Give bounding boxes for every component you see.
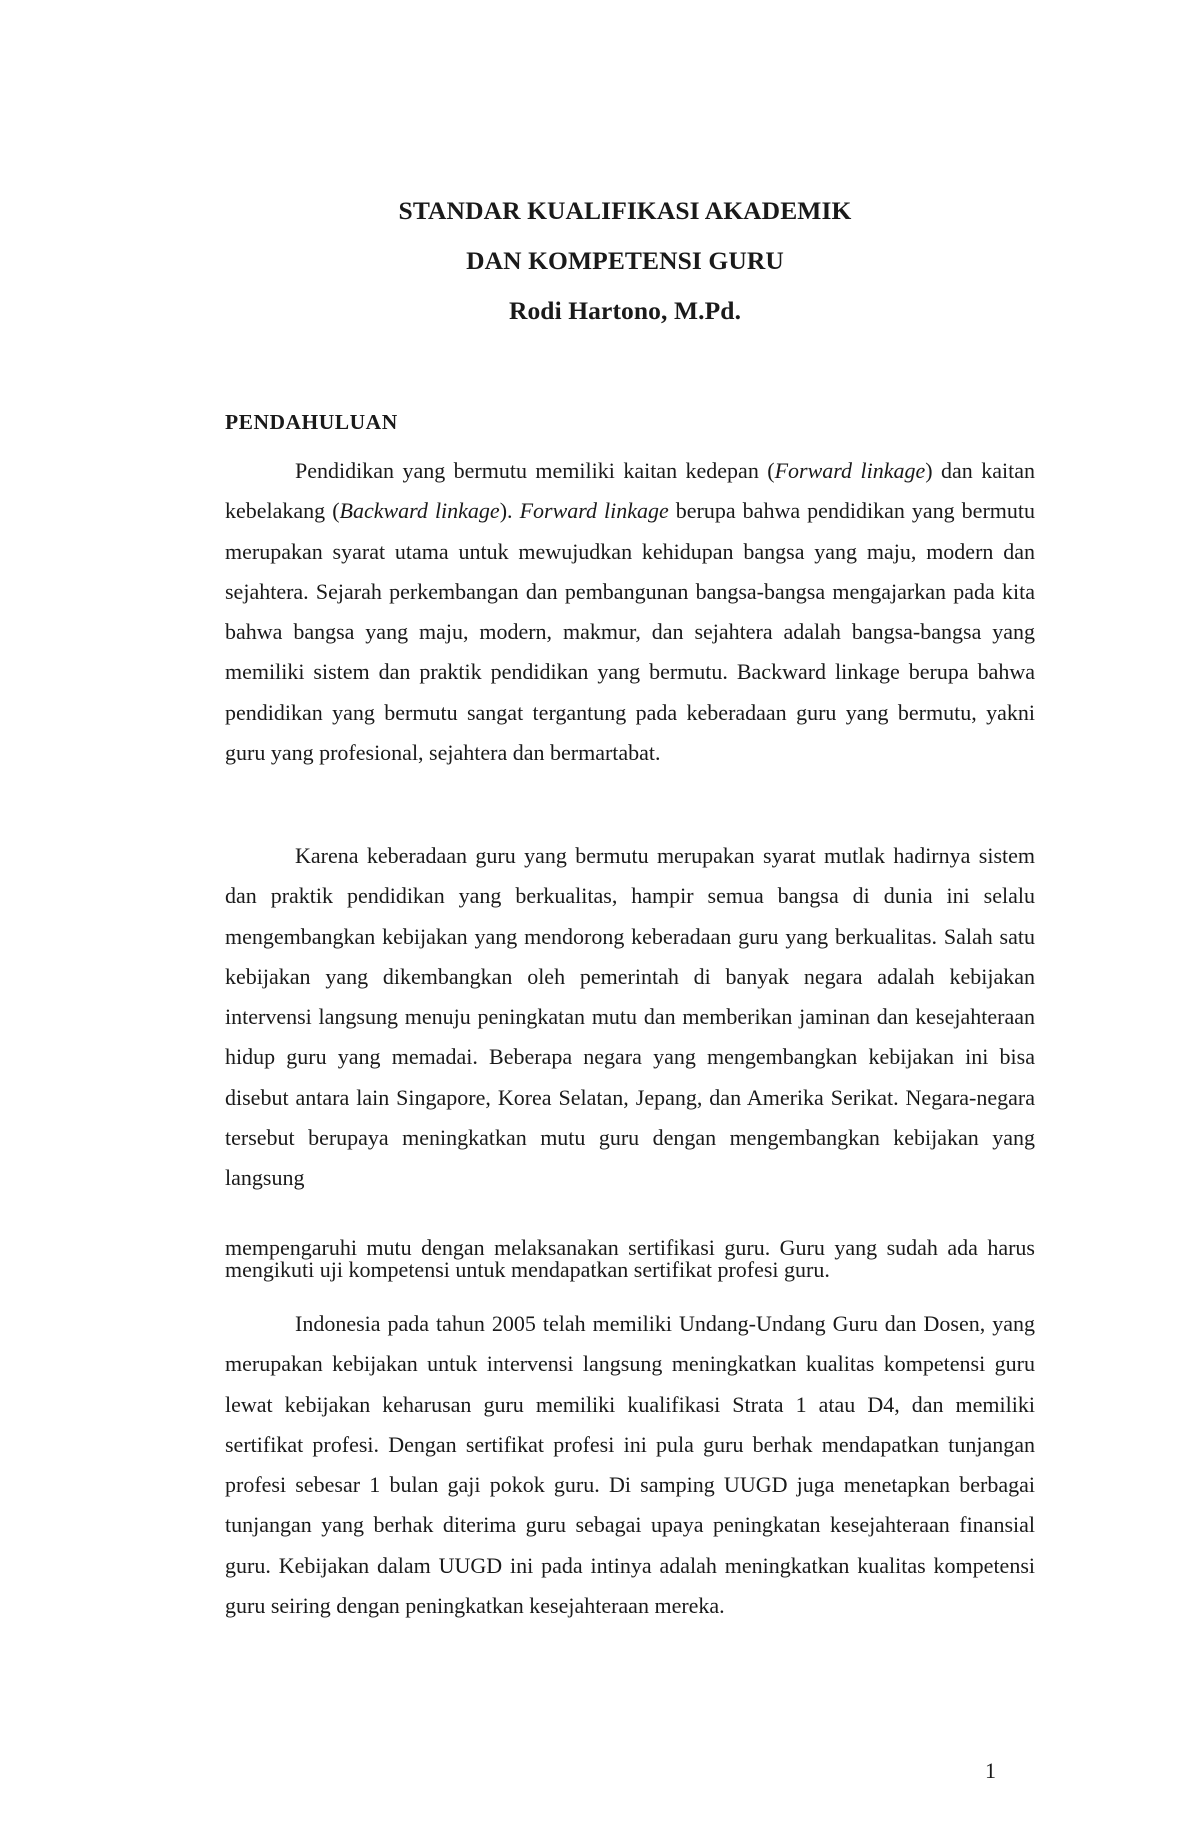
section-heading: PENDAHULUAN	[225, 410, 398, 434]
italic-term: Backward linkage	[339, 498, 500, 524]
paragraph-text: berupa bahwa pendidikan yang bermutu merupakan syarat utama untuk mewujudkan kehidupan bangsa yang maju, modern dan sejahtera. Sejarah perkembangan dan pembangunan bangsa-bangsa mengajarkan pada kita bahwa bangsa yang maju, modern, makmur, dan sejahtera adalah bangsa-bangsa yang memiliki sistem dan praktik pendidikan yang bermutu. Backward linkage berupa bahwa pendidikan yang bermutu sangat tergantung pada keberadaan guru yang bermutu, yakni guru yang profesional, sejahtera dan bermartabat.	[225, 498, 1036, 766]
paragraph-text: ) dan kaitan kebelakang (	[225, 458, 1035, 524]
document-title-line-2: DAN KOMPETENSI GURU	[466, 246, 784, 275]
paragraph-text: Karena keberadaan guru yang bermutu merupakan syarat mutlak hadirnya sistem dan praktik pendidikan yang berkualitas, hampir semua bangsa di dunia ini selalu mengembangkan kebijakan yang mendorong keberadaan guru yang berkualitas. Salah satu kebijakan yang dikembangkan oleh pemerintah di banyak negara adalah kebijakan intervensi langsung menuju peningkatan mutu dan memberikan jaminan dan kesejahteraan hidup guru yang memadai. Beberapa negara yang mengembangkan kebijakan ini bisa disebut antara lain Singapore, Korea Selatan, Jepang, dan Amerika Serikat. Negara-negara tersebut berupaya meningkatkan mutu guru dengan mengembangkan kebijakan yang langsung	[225, 843, 1035, 1191]
italic-term: Forward linkage	[774, 458, 926, 483]
document-title-line-1: STANDAR KUALIFIKASI AKADEMIK	[398, 196, 852, 225]
paragraph-text: Pendidikan yang bermutu memiliki kaitan kedepan (	[295, 458, 775, 483]
author-name: Rodi Hartono, M.Pd.	[508, 296, 742, 325]
paragraph-2	[225, 836, 1035, 1199]
paragraph-4	[225, 1304, 1035, 1626]
paragraph-1	[225, 451, 1035, 773]
paragraph-3	[225, 1237, 1035, 1281]
paragraph-text: Indonesia pada tahun 2005 telah memiliki Undang-Undang Guru dan Dosen, yang merupakan kebijakan untuk intervensi langsung meningkatkan kualitas kompetensi guru lewat kebijakan keharusan guru memiliki kualifikasi Strata 1 atau D4, dan memiliki sertifikat profesi. Dengan sertifikat profesi ini pula guru berhak mendapatkan tunjangan profesi sebesar 1 bulan gaji pokok guru. Di samping UUGD juga menetapkan berbagai tunjangan yang berhak diterima guru sebagai upaya peningkatan kesejahteraan finansial guru. Kebijakan dalam UUGD ini pada intinya adalah meningkatkan kualitas kompetensi guru seiring dengan peningkatkan kesejahteraan mereka.	[225, 1311, 1035, 1619]
paragraph-text: mempengaruhi mutu dengan melaksanakan sertifikasi guru. Guru yang sudah ada harus mengikuti uji kompetensi untuk mendapatkan sertifikat profesi guru.	[225, 1235, 1035, 1282]
paragraph-text: ).	[499, 498, 520, 524]
page-number: 1	[985, 1758, 996, 1783]
title-block	[0, 186, 1200, 336]
italic-term: Forward linkage	[519, 498, 669, 524]
